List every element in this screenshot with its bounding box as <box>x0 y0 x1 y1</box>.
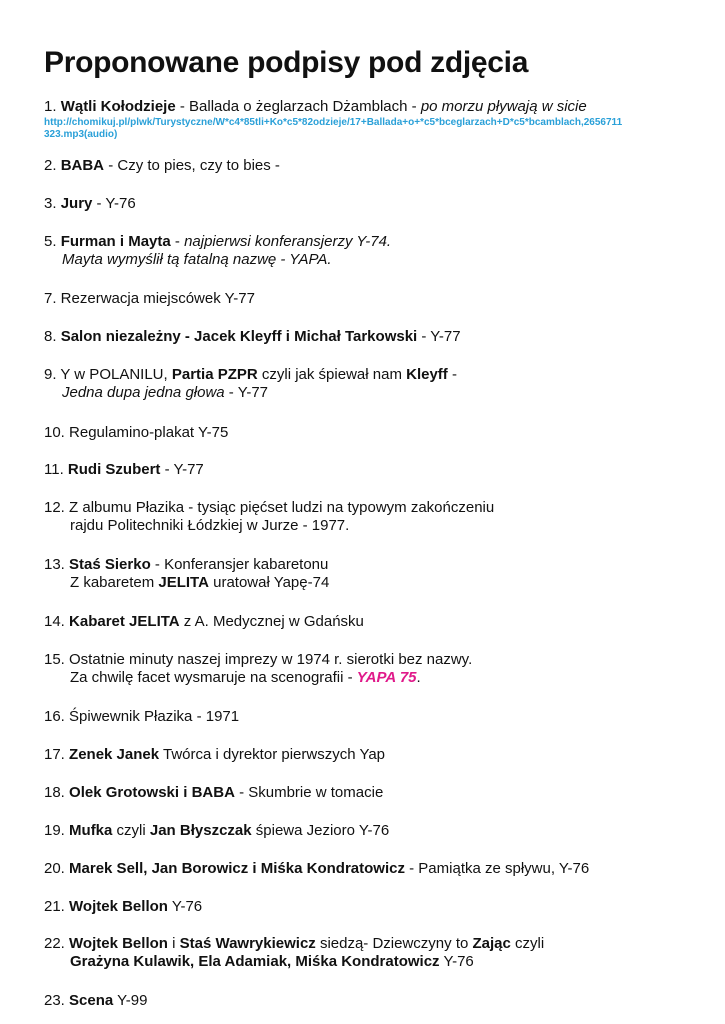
caption-item-15: 15. Ostatnie minuty naszej imprezy w 1974 r. sierotki bez nazwy. Za chwilę facet wysmaruje na scenografii - YAPA 75. <box>44 651 473 686</box>
caption-item-20: 20. Marek Sell, Jan Borowicz i Miśka Kondratowicz - Pamiątka ze spływu, Y-76 <box>44 860 590 877</box>
caption-item-23: 23. Scena Y-99 <box>44 992 148 1009</box>
caption-item-3: 3. Jury - Y-76 <box>44 195 136 212</box>
caption-item-2: 2. BABA - Czy to pies, czy to bies - <box>44 157 280 174</box>
audio-link[interactable]: http://chomikuj.pl/plwk/Turystyczne/W*c4*85tli+Ko*c5*82odzieje/17+Ballada+o+*c5*bceglarzach+D*c5*bcamblach,2656711 323.mp3(audio) <box>44 117 623 140</box>
caption-item-11: 11. Rudi Szubert - Y-77 <box>44 461 204 478</box>
yapa-75-highlight: YAPA 75 <box>356 669 417 686</box>
page-title: Proponowane podpisy pod zdjęcia <box>44 46 529 79</box>
caption-item-19: 19. Mufka czyli Jan Błyszczak śpiewa Jezioro Y-76 <box>44 822 390 839</box>
caption-item-21: 21. Wojtek Bellon Y-76 <box>44 898 203 915</box>
caption-item-13: 13. Staś Sierko - Konferansjer kabaretonu Z kabaretem JELITA uratował Yapę-74 <box>44 556 330 591</box>
caption-item-14: 14. Kabaret JELITA z A. Medycznej w Gdańsku <box>44 613 364 630</box>
caption-item-9: 9. Y w POLANILU, Partia PZPR czyli jak śpiewał nam Kleyff - Jedna dupa jedna głowa - Y-77 <box>44 366 457 401</box>
caption-item-18: 18. Olek Grotowski i BABA - Skumbrie w tomacie <box>44 784 384 801</box>
caption-item-12: 12. Z albumu Płazika - tysiąc pięćset ludzi na typowym zakończeniu rajdu Politechniki Łódzkiej w Jurze - 1977. <box>44 499 495 534</box>
caption-item-10: 10. Regulamino-plakat Y-75 <box>44 424 229 441</box>
caption-item-22: 22. Wojtek Bellon i Staś Wawrykiewicz siedzą- Dziewczyny to Zając czyli Grażyna Kulawik, Ela Adamiak, Miśka Kondratowicz Y-76 <box>44 935 545 970</box>
caption-item-1: 1. Wątli Kołodzieje - Ballada o żeglarzach Dżamblach - po morzu pływają w sicie http://chomikuj.pl/plwk/Turystyczne/W*c4*85tli+Ko*c5*82odzieje/17+Ballada+o+*c5*bceglarzach+D*c5*bcamblach,2656711 323.mp3(audio) <box>44 98 623 140</box>
caption-item-16: 16. Śpiwewnik Płazika - 1971 <box>44 708 240 725</box>
caption-item-8: 8. Salon niezależny - Jacek Kleyff i Michał Tarkowski - Y-77 <box>44 328 461 345</box>
caption-name: Wątli Kołodzieje <box>60 98 176 115</box>
caption-item-17: 17. Zenek Janek Twórca i dyrektor pierwszych Yap <box>44 746 386 763</box>
caption-item-5: 5. Furman i Mayta - najpierwsi konferansjerzy Y-74. Mayta wymyślił tą fatalną nazwę - YAPA. <box>44 233 392 268</box>
caption-item-7: 7. Rezerwacja miejscówek Y-77 <box>44 290 255 307</box>
